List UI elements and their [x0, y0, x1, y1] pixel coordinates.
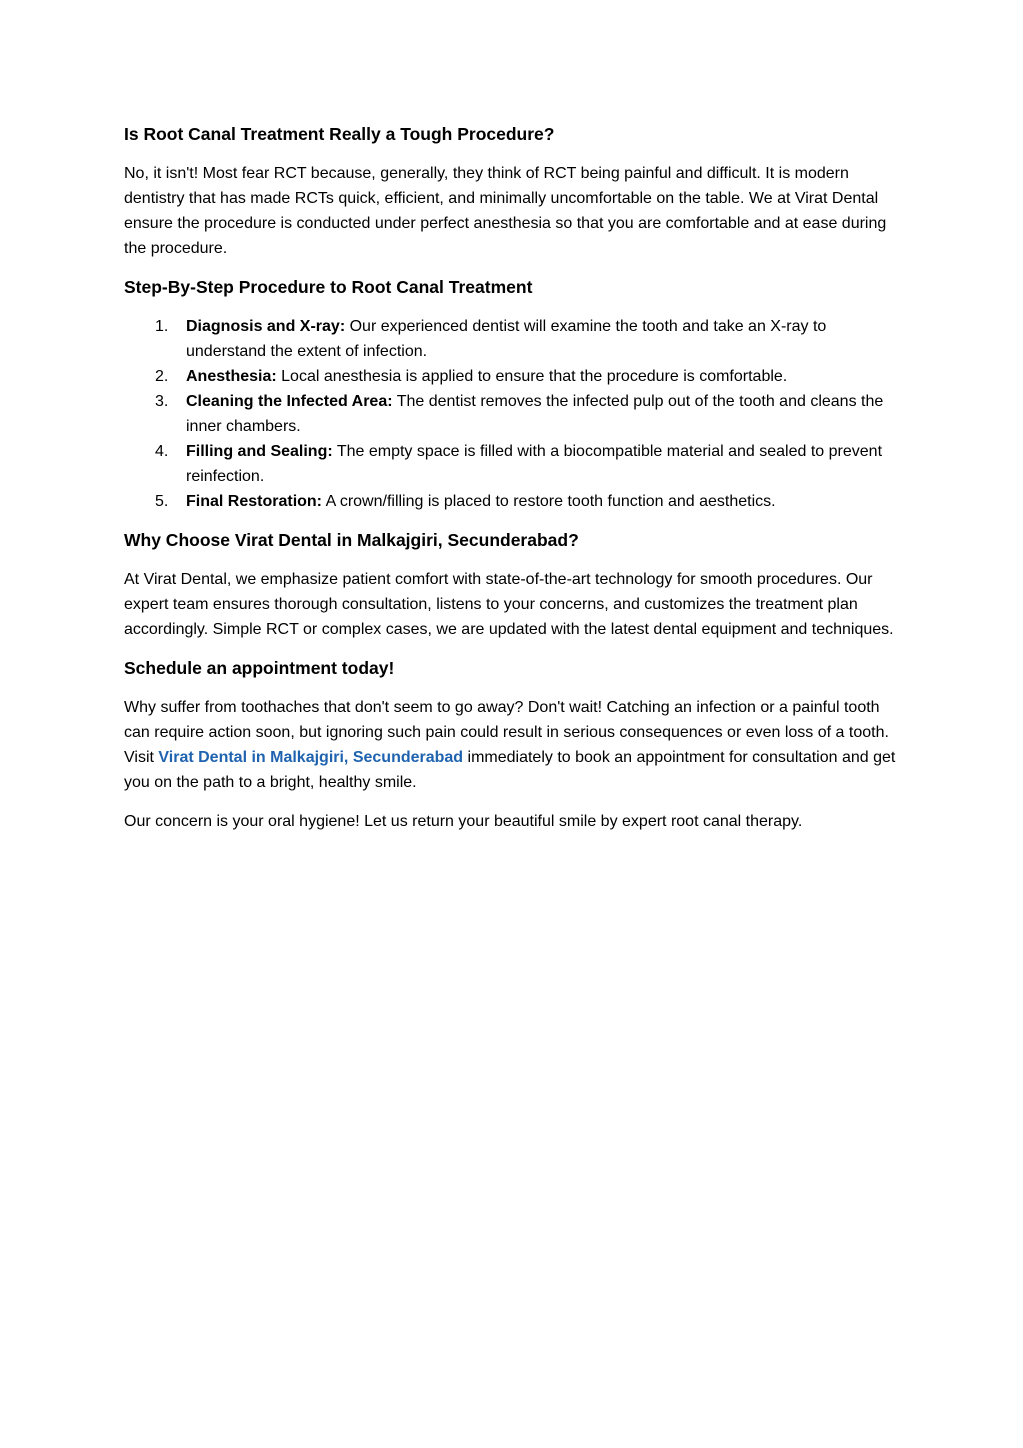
- list-item: [124, 389, 900, 439]
- list-item-title: Final Restoration:: [186, 493, 323, 510]
- heading-schedule: Schedule an appointment today!: [124, 658, 395, 678]
- list-item-text: The empty space is filled with a biocompatible material and sealed to prevent reinfection.: [186, 443, 883, 485]
- clinic-link[interactable]: Virat Dental in Malkajgiri, Secunderabad: [158, 749, 464, 766]
- steps-list: [124, 314, 900, 514]
- heading-rct-tough: Is Root Canal Treatment Really a Tough Procedure?: [124, 124, 555, 144]
- paragraph-schedule-after: immediately to book an appointment for consultation and get you on the path to a bright, healthy smile.: [124, 749, 896, 791]
- paragraph-schedule-before: Why suffer from toothaches that don't seem to go away? Don't wait! Catching an infection or a painful tooth can require action soon, but ignoring such pain could result in serious consequences or even loss of a tooth. Visit: [124, 699, 889, 766]
- list-item-number: 5.: [155, 493, 169, 510]
- list-item-title: Cleaning the Infected Area:: [186, 393, 393, 410]
- paragraph-closing: Our concern is your oral hygiene! Let us return your beautiful smile by expert root canal therapy.: [124, 813, 803, 830]
- list-item-text: Local anesthesia is applied to ensure that the procedure is comfortable.: [276, 368, 788, 385]
- list-item-title: Diagnosis and X-ray:: [186, 318, 346, 335]
- list-item: [124, 489, 900, 514]
- list-item: [124, 364, 900, 389]
- paragraph-rct-tough: No, it isn't! Most fear RCT because, generally, they think of RCT being painful and difficult. It is modern dentistry that has made RCTs quick, efficient, and minimally uncomfortable on the table. We at Virat Dental ensure the procedure is conducted under perfect anesthesia so that you are comfortable and at ease during the procedure.: [124, 165, 887, 257]
- list-item-title: Anesthesia:: [186, 368, 277, 385]
- list-item-number: 4.: [155, 443, 169, 460]
- list-item: [124, 314, 900, 364]
- heading-step-by-step: Step-By-Step Procedure to Root Canal Treatment: [124, 277, 533, 297]
- paragraph-why-choose: At Virat Dental, we emphasize patient comfort with state-of-the-art technology for smooth procedures. Our expert team ensures thorough consultation, listens to your concerns, and customizes the treatment plan accordingly. Simple RCT or complex cases, we are updated with the latest dental equipment and techniques.: [124, 571, 894, 638]
- list-item-number: 1.: [155, 318, 169, 335]
- list-item-title: Filling and Sealing:: [186, 443, 333, 460]
- paragraph-schedule: [124, 695, 900, 795]
- list-item-number: 3.: [155, 393, 169, 410]
- list-item: [124, 439, 900, 489]
- list-item-text: Our experienced dentist will examine the tooth and take an X-ray to understand the extent of infection.: [186, 318, 827, 360]
- document-page: [124, 122, 900, 848]
- list-item-text: A crown/filling is placed to restore tooth function and aesthetics.: [322, 493, 776, 510]
- heading-why-choose: Why Choose Virat Dental in Malkajgiri, Secunderabad?: [124, 530, 579, 550]
- list-item-number: 2.: [155, 368, 169, 385]
- list-item-text: The dentist removes the infected pulp out of the tooth and cleans the inner chambers.: [186, 393, 884, 435]
